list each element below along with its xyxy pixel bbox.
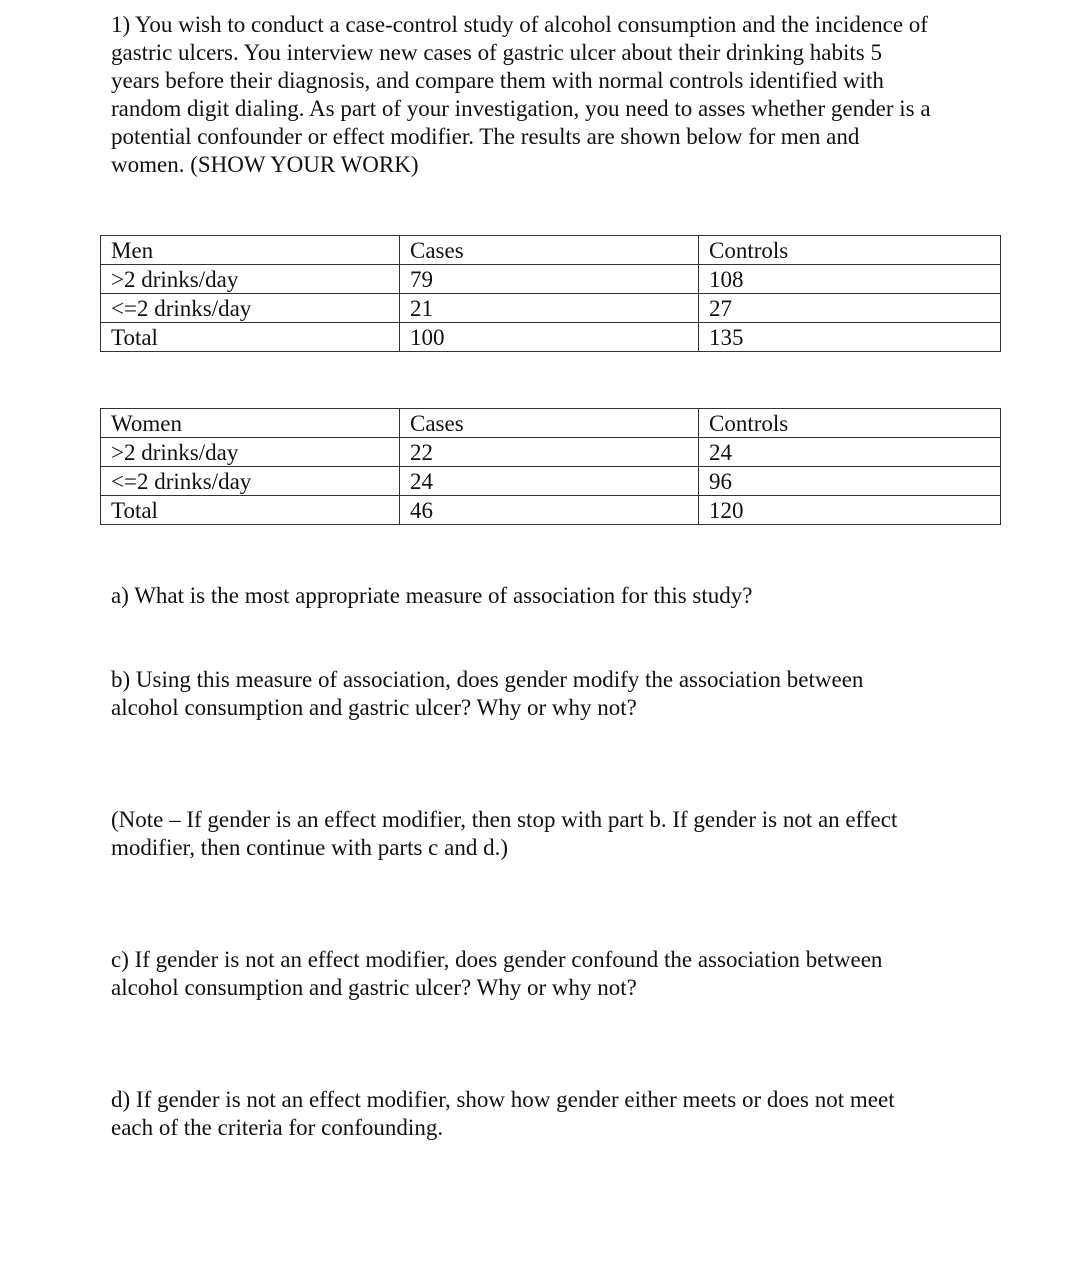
cases-cell: 79 xyxy=(400,265,699,294)
men-table xyxy=(100,235,1001,352)
controls-header: Controls xyxy=(699,409,1001,438)
cases-cell: 24 xyxy=(400,467,699,496)
cases-header: Cases xyxy=(400,236,699,265)
controls-cell: 96 xyxy=(699,467,1001,496)
group-label: Women xyxy=(101,409,400,438)
controls-cell: 108 xyxy=(699,265,1001,294)
note-line: modifier, then continue with parts c and d.) xyxy=(111,835,508,860)
question-line: women. (SHOW YOUR WORK) xyxy=(111,152,419,177)
row-label: >2 drinks/day xyxy=(101,265,400,294)
cases-cell: 21 xyxy=(400,294,699,323)
row-label: <=2 drinks/day xyxy=(101,467,400,496)
part-a-line: a) What is the most appropriate measure of association for this study? xyxy=(111,583,753,608)
cases-cell: 22 xyxy=(400,438,699,467)
table-row xyxy=(101,438,1001,467)
table-row xyxy=(101,496,1001,525)
note xyxy=(111,806,897,862)
question-line: random digit dialing. As part of your investigation, you need to asses whether gender is a xyxy=(111,96,931,121)
women-table xyxy=(100,408,1001,525)
table-row xyxy=(101,323,1001,352)
controls-cell: 24 xyxy=(699,438,1001,467)
row-label: Total xyxy=(101,323,400,352)
table-header-row xyxy=(101,236,1001,265)
cases-cell: 46 xyxy=(400,496,699,525)
part-c-line: c) If gender is not an effect modifier, does gender confound the association between xyxy=(111,947,883,972)
table-row xyxy=(101,467,1001,496)
question-line: gastric ulcers. You interview new cases of gastric ulcer about their drinking habits 5 xyxy=(111,40,882,65)
cases-header: Cases xyxy=(400,409,699,438)
part-d-line: each of the criteria for confounding. xyxy=(111,1115,444,1140)
question-line: potential confounder or effect modifier. The results are shown below for men and xyxy=(111,124,860,149)
part-d xyxy=(111,1086,895,1142)
row-label: Total xyxy=(101,496,400,525)
question-intro xyxy=(111,11,931,179)
controls-cell: 27 xyxy=(699,294,1001,323)
controls-cell: 135 xyxy=(699,323,1001,352)
controls-header: Controls xyxy=(699,236,1001,265)
controls-cell: 120 xyxy=(699,496,1001,525)
question-line: 1) You wish to conduct a case-control study of alcohol consumption and the incidence of xyxy=(111,12,928,37)
table-row xyxy=(101,265,1001,294)
question-line: years before their diagnosis, and compare them with normal controls identified with xyxy=(111,68,884,93)
note-line: (Note – If gender is an effect modifier, then stop with part b. If gender is not an effect xyxy=(111,807,898,832)
row-label: <=2 drinks/day xyxy=(101,294,400,323)
part-b-line: b) Using this measure of association, does gender modify the association between xyxy=(111,667,864,692)
group-label: Men xyxy=(101,236,400,265)
table-row xyxy=(101,294,1001,323)
part-a xyxy=(111,582,752,610)
cases-cell: 100 xyxy=(400,323,699,352)
part-d-line: d) If gender is not an effect modifier, show how gender either meets or does not meet xyxy=(111,1087,895,1112)
part-c xyxy=(111,946,882,1002)
table-header-row xyxy=(101,409,1001,438)
part-b xyxy=(111,666,863,722)
row-label: >2 drinks/day xyxy=(101,438,400,467)
part-c-line: alcohol consumption and gastric ulcer? Why or why not? xyxy=(111,975,637,1000)
part-b-line: alcohol consumption and gastric ulcer? Why or why not? xyxy=(111,695,637,720)
